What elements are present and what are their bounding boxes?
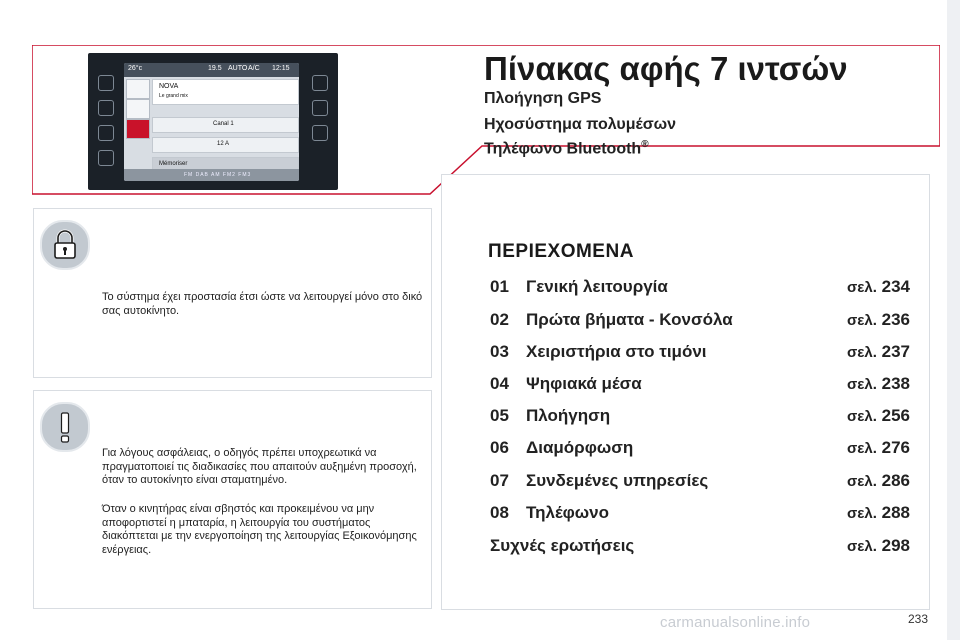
car-icon (98, 100, 114, 116)
navigation-icon (98, 150, 114, 166)
frequency-row (152, 137, 299, 153)
auto-label: AUTO (228, 65, 248, 72)
page-number-ref: 298 (881, 536, 910, 555)
page-number-ref: 237 (881, 342, 910, 361)
climate-icon (98, 75, 114, 91)
toc-label: Γενική λειτουργία (526, 277, 668, 296)
page-prefix: σελ. (847, 312, 877, 329)
toc-page (847, 406, 910, 426)
frequency-label: 12 A (217, 141, 230, 147)
page-number-ref: 234 (881, 277, 910, 296)
toc-item[interactable] (490, 438, 910, 462)
memorize-label: Mémoriser (159, 161, 188, 167)
preset-button (126, 119, 150, 139)
warning-icon (40, 402, 90, 452)
safety-notice-text: Για λόγους ασφάλειας, ο οδηγός πρέπει υποχρεωτικά να πραγματοποιεί τις διαδικασίες που απαιτούν αυξημένη προσοχή, όταν το αυτοκίνητο είναι σταματημένο. (102, 447, 417, 486)
temp-left: 26°c (128, 65, 143, 72)
toc-item[interactable] (490, 536, 910, 560)
toc-label: Διαμόρφωση (526, 438, 634, 457)
phone-icon (98, 125, 114, 141)
toc-page (847, 374, 910, 394)
contents-heading: ΠΕΡΙΕΧΟΜΕΝΑ (488, 241, 634, 262)
touchscreen-display (124, 63, 299, 181)
toc-label: Πλοήγηση (526, 406, 611, 425)
watermark: carmanualsonline.info (660, 614, 811, 631)
station-row (152, 79, 299, 105)
toc-label: Συχνές ερωτήσεις (490, 536, 635, 555)
radio-button (126, 79, 150, 99)
toc-item[interactable] (490, 406, 910, 430)
band-status-text: FM DAB AM FM2 FM3 (184, 172, 252, 178)
subtitle-audio: Ηχοσύστημα πολυμέσων (484, 116, 677, 133)
page-title: Πίνακας αφής 7 ιντσών (484, 50, 848, 87)
toc-label: Ψηφιακά μέσα (526, 374, 642, 393)
toc-page (847, 310, 910, 330)
page-number-ref: 236 (881, 310, 910, 329)
toc-number: 07 (490, 471, 509, 490)
toc-page (847, 342, 910, 362)
page-number-ref: 286 (881, 471, 910, 490)
page-number-ref: 256 (881, 406, 910, 425)
page-prefix: σελ. (847, 279, 877, 296)
page-number-ref: 276 (881, 438, 910, 457)
lock-icon (40, 220, 90, 270)
registered-mark: ® (641, 139, 649, 150)
climate-topbar (124, 63, 299, 77)
toc-label: Συνδεμένες υπηρεσίες (526, 471, 709, 490)
toc-number: 04 (490, 374, 509, 393)
safety-notice-box (33, 390, 432, 609)
toc-item[interactable] (490, 277, 910, 301)
toc-item[interactable] (490, 503, 910, 527)
page-number: 233 (908, 612, 929, 626)
toc-item[interactable] (490, 342, 910, 366)
toc-page (847, 277, 910, 297)
page-prefix: σελ. (847, 344, 877, 361)
channel-row (152, 117, 299, 133)
page-prefix: σελ. (847, 538, 877, 555)
page-prefix: σελ. (847, 473, 877, 490)
toc-number: 02 (490, 310, 509, 329)
toc-label: Τηλέφωνο (526, 503, 609, 522)
band-status (124, 169, 299, 181)
page-prefix: σελ. (847, 505, 877, 522)
station-sub: Le grand mix (159, 93, 188, 99)
security-notice-text: Το σύστημα έχει προστασία έτσι ώστε να λειτουργεί μόνο στο δικό σας αυτοκίνητο. (102, 291, 423, 317)
battery-notice-text: Όταν ο κινητήρας είναι σβηστός και προκειμένου να μην αποφορτιστεί η μπαταρία, η λειτουργία του συστήματος διακόπτεται με την ενεργοποίηση της λειτουργίας Εξοικονόμησης ενέργειας. (102, 503, 417, 556)
channel-label: Canal 1 (213, 121, 234, 127)
toc-page (847, 503, 910, 523)
toc-item[interactable] (490, 471, 910, 495)
toc-page (847, 438, 910, 458)
toc-number: 05 (490, 406, 509, 425)
page-prefix: σελ. (847, 408, 877, 425)
page-number-ref: 288 (881, 503, 910, 522)
touchscreen-photo (88, 53, 338, 190)
subtitle-bluetooth-text: Τηλέφωνο Bluetooth (484, 140, 642, 158)
toc-label: Πρώτα βήματα - Κονσόλα (526, 310, 733, 329)
toc-item[interactable] (490, 374, 910, 398)
subtitle-bluetooth (484, 139, 649, 158)
subtitle-gps: Πλοήγηση GPS (484, 90, 602, 107)
toc-label: Χειριστήρια στο τιμόνι (526, 342, 707, 361)
toc-number: 03 (490, 342, 509, 361)
toc-number: 06 (490, 438, 509, 457)
station-name: NOVA (159, 83, 179, 90)
page-prefix: σελ. (847, 440, 877, 457)
music-icon (312, 75, 328, 91)
temp-right: 19.5 (208, 65, 222, 72)
toc-page (847, 471, 910, 491)
toc-number: 08 (490, 503, 509, 522)
fan-icon (312, 100, 328, 116)
toc-item[interactable] (490, 310, 910, 334)
list-button (126, 99, 150, 119)
page-prefix: σελ. (847, 376, 877, 393)
settings-icon (312, 125, 328, 141)
clock: 12:15 (272, 65, 290, 72)
toc-number: 01 (490, 277, 509, 296)
ac-label: A/C (248, 65, 260, 72)
page-number-ref: 238 (881, 374, 910, 393)
toc-page (847, 536, 910, 556)
page-edge-strip (947, 0, 960, 640)
